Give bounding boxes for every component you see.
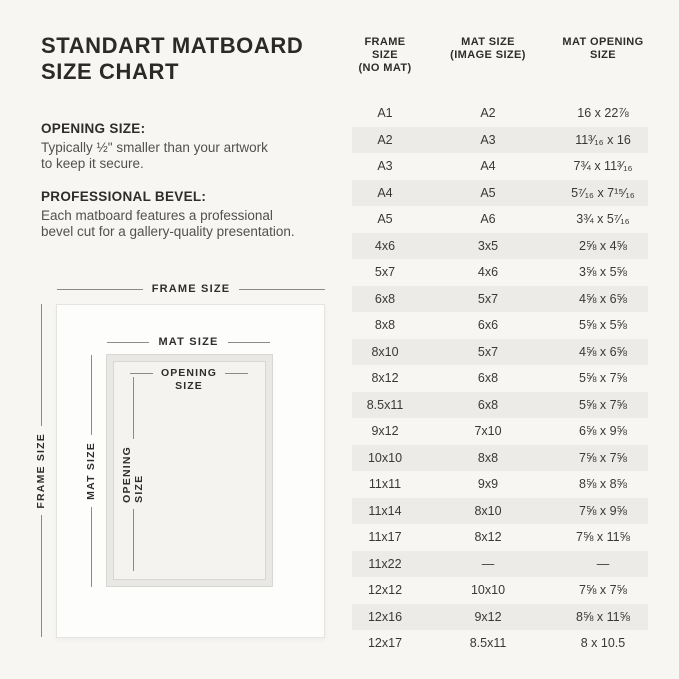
table-cell: 2⅝ x 4⅝ xyxy=(579,238,627,253)
label-rule-line xyxy=(41,515,42,637)
table-row xyxy=(352,471,648,498)
frame-size-top-label-row xyxy=(57,283,325,295)
label-rule-line xyxy=(91,507,92,587)
table-cell: 5⅝ x 7⅝ xyxy=(579,371,627,386)
mat-size-left-label-column xyxy=(83,355,99,587)
professional-bevel-heading: PROFESSIONAL BEVEL: xyxy=(41,189,207,204)
table-row xyxy=(352,153,648,180)
mat-size-top-label: MAT SIZE xyxy=(158,336,219,348)
table-cell: 11x11 xyxy=(368,477,402,492)
table-cell: 8x12 xyxy=(371,371,399,386)
table-cell: 9x12 xyxy=(371,424,399,439)
table-cell: A3 xyxy=(377,159,393,174)
label-rule-line xyxy=(57,289,143,290)
table-row xyxy=(352,498,648,525)
table-cell: 12x16 xyxy=(367,609,403,624)
label-rule-line xyxy=(130,373,153,374)
table-cell: 5⅝ x 5⅝ xyxy=(579,318,627,333)
table-cell: A3 xyxy=(480,132,496,147)
table-cell: A2 xyxy=(480,106,496,121)
column-header-mat-opening-size: MAT OPENING SIZE xyxy=(562,36,644,61)
mat-size-top-label-row xyxy=(107,336,270,348)
page-title xyxy=(41,33,303,85)
label-rule-line xyxy=(239,289,325,290)
frame-size-left-label-column xyxy=(33,304,49,637)
table-cell: A6 xyxy=(480,212,496,227)
table-row xyxy=(352,392,648,419)
mat-size-left-label: MAT SIZE xyxy=(85,442,97,500)
table-cell: 11x14 xyxy=(368,503,402,518)
label-rule-line xyxy=(91,355,92,435)
table-cell: 6x8 xyxy=(477,397,499,412)
table-cell: A5 xyxy=(377,212,393,227)
table-cell: 7⅝ x 7⅝ xyxy=(579,450,627,465)
table-cell: 8⅝ x 8⅝ xyxy=(579,477,627,492)
table-cell: 4x6 xyxy=(374,238,396,253)
table-cell: 9x9 xyxy=(477,477,499,492)
table-row xyxy=(352,445,648,472)
table-cell: 5x7 xyxy=(477,344,499,359)
table-cell: 12x12 xyxy=(367,583,403,598)
table-cell: 12x17 xyxy=(367,636,403,651)
table-cell: 7⅝ x 9⅝ xyxy=(579,503,627,518)
table-cell: A2 xyxy=(377,132,393,147)
table-cell: 6x6 xyxy=(477,318,499,333)
table-cell: 10x10 xyxy=(470,583,506,598)
table-row xyxy=(352,365,648,392)
opening-size-text-line1: Typically ½" smaller than your artwork xyxy=(41,140,268,155)
table-cell: A1 xyxy=(377,106,393,121)
table-cell: 3x5 xyxy=(477,238,499,253)
table-cell: 5x7 xyxy=(477,291,499,306)
table-cell: 4⅝ x 6⅝ xyxy=(579,344,627,359)
table-cell: 5x7 xyxy=(374,265,396,280)
table-row xyxy=(352,551,648,578)
table-cell: 7⅝ x 11⅝ xyxy=(576,530,630,545)
table-cell: 7x10 xyxy=(474,424,502,439)
table-row xyxy=(352,312,648,339)
frame-size-top-label: FRAME SIZE xyxy=(151,283,231,295)
table-cell: A4 xyxy=(480,159,496,174)
table-row xyxy=(352,604,648,631)
table-row xyxy=(352,418,648,445)
table-cell: 3⅝ x 5⅝ xyxy=(579,265,627,280)
label-rule-line xyxy=(133,509,134,571)
table-cell: 11³⁄₁₆ x 16 xyxy=(575,132,631,147)
table-cell: 6x8 xyxy=(477,371,499,386)
table-cell: A5 xyxy=(480,185,496,200)
table-row xyxy=(352,577,648,604)
opening-size-section xyxy=(41,121,341,171)
table-cell: 11x17 xyxy=(368,530,402,545)
table-cell: 8x10 xyxy=(371,344,399,359)
professional-bevel-section xyxy=(41,189,341,239)
table-cell: 4⅝ x 6⅝ xyxy=(579,291,627,306)
table-cell: 6⅝ x 9⅝ xyxy=(579,424,627,439)
table-cell: A4 xyxy=(377,185,393,200)
table-row xyxy=(352,206,648,233)
table-cell: 9x12 xyxy=(474,609,502,624)
column-header-mat-size: MAT SIZE (IMAGE SIZE) xyxy=(450,36,526,61)
table-cell: 8⅝ x 11⅝ xyxy=(576,609,630,624)
table-row xyxy=(352,286,648,313)
label-rule-line xyxy=(41,304,42,426)
table-cell: 8.5x11 xyxy=(469,636,507,651)
table-cell: — xyxy=(481,556,495,571)
table-rows xyxy=(352,100,648,657)
column-header-frame-size: FRAME SIZE (NO MAT) xyxy=(358,36,412,74)
opening-size-text-line2: to keep it secure. xyxy=(41,155,144,171)
table-row xyxy=(352,339,648,366)
page-title-line2: SIZE CHART xyxy=(41,59,179,84)
table-cell: 7¾ x 11³⁄₁₆ xyxy=(573,159,633,174)
table-cell: 4x6 xyxy=(477,265,499,280)
table-cell: 16 x 22⅞ xyxy=(577,106,629,121)
table-cell: 6x8 xyxy=(374,291,396,306)
label-rule-line xyxy=(133,377,134,439)
table-row xyxy=(352,233,648,260)
opening-size-heading: OPENING SIZE: xyxy=(41,121,146,136)
table-cell: 7⅝ x 7⅝ xyxy=(579,583,627,598)
label-rule-line xyxy=(225,373,248,374)
table-cell: 8x8 xyxy=(374,318,396,333)
table-row xyxy=(352,180,648,207)
table-cell: — xyxy=(596,556,610,571)
table-cell: 8x10 xyxy=(474,503,502,518)
table-row xyxy=(352,100,648,127)
opening-size-label: OPENING SIZE xyxy=(160,367,218,392)
table-cell: 5⁷⁄₁₆ x 7¹⁵⁄₁₆ xyxy=(571,185,635,200)
table-row xyxy=(352,259,648,286)
size-table xyxy=(352,36,648,657)
page-title-line1: STANDART MATBOARD xyxy=(41,33,304,58)
professional-bevel-text-line1: Each matboard features a professional xyxy=(41,208,273,223)
table-row xyxy=(352,524,648,551)
table-cell: 10x10 xyxy=(367,450,403,465)
opening-size-left-label-column xyxy=(120,377,146,571)
table-cell: 5⅝ x 7⅝ xyxy=(579,397,627,412)
label-rule-line xyxy=(107,342,149,343)
label-rule-line xyxy=(228,342,270,343)
table-row xyxy=(352,630,648,657)
table-cell: 8x8 xyxy=(477,450,499,465)
professional-bevel-text-line2: bevel cut for a gallery-quality presentation. xyxy=(41,223,295,239)
table-cell: 3¾ x 5⁷⁄₁₆ xyxy=(576,212,630,227)
table-cell: 8x12 xyxy=(474,530,502,545)
frame-size-left-label: FRAME SIZE xyxy=(35,432,47,509)
opening-size-label-row xyxy=(130,367,248,393)
opening-size-left-label: OPENING SIZE xyxy=(121,445,145,503)
table-cell: 8 x 10.5 xyxy=(580,636,626,651)
table-row xyxy=(352,127,648,154)
table-cell: 11x22 xyxy=(368,556,402,571)
table-cell: 8.5x11 xyxy=(366,397,404,412)
size-table-header xyxy=(352,36,648,75)
